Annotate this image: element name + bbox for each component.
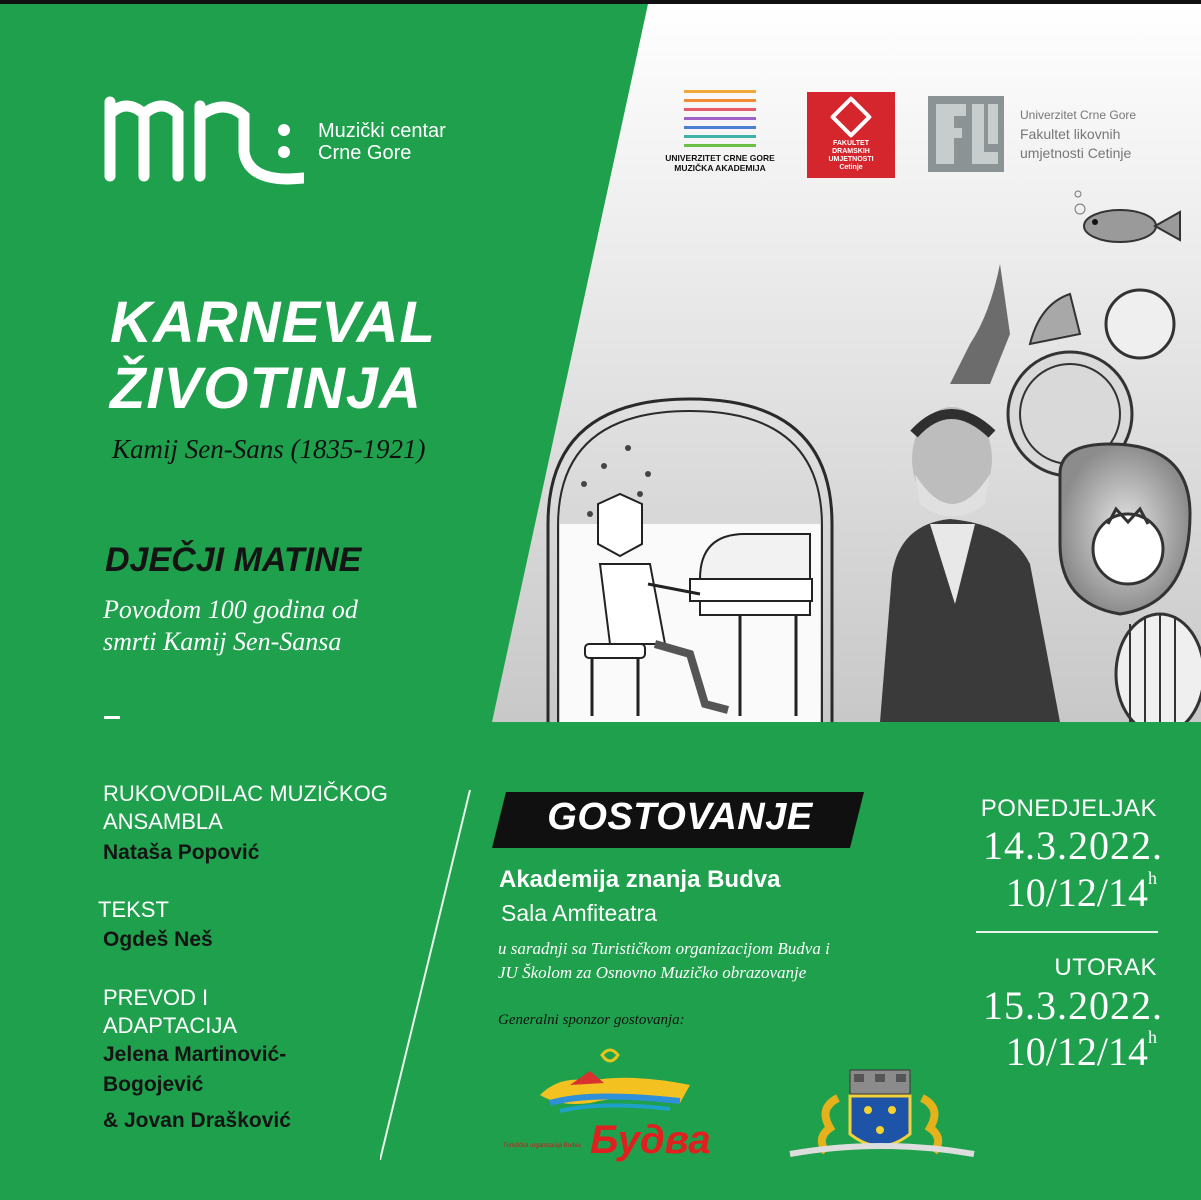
drama-faculty-line3: UMJETNOSTI — [828, 156, 874, 163]
text-author-name: Ogdeš Neš — [103, 928, 213, 951]
rainbow-lines-icon — [684, 90, 756, 147]
drama-faculty-line4: Cetinje — [839, 164, 863, 171]
translation-label — [103, 984, 237, 1040]
translation-name-line1: Jelena Martinović- — [103, 1043, 287, 1066]
drama-faculty-line2: DRAMSKIH — [832, 148, 870, 155]
fine-arts-line1: Univerzitet Crne Gore — [1020, 108, 1137, 122]
org-name-line2: Crne Gore — [318, 142, 412, 164]
drama-faculty-line1: FAKULTET — [832, 140, 870, 147]
ensemble-label — [103, 780, 388, 836]
times1-value: 10/12/14 — [1005, 870, 1148, 915]
day2-label: UTORAK — [1054, 954, 1157, 981]
ensemble-label-line1: RUKOVODILAC MUZIČKOG — [103, 781, 388, 806]
org-name — [318, 120, 446, 164]
schedule-divider — [976, 931, 1158, 933]
translation-name-line2: Bogojević — [103, 1073, 204, 1096]
event-title-line1: KARNEVAL — [110, 290, 436, 355]
ensemble-label-line2: ANSAMBLA — [103, 809, 223, 834]
occasion-text — [103, 594, 358, 658]
composer-subtitle: Kamij Sen-Sans (1835-1921) — [112, 434, 426, 464]
budva-tourism-small: Turistička organizacija Budva — [503, 1143, 581, 1149]
event-title-line2: ŽIVOTINJA — [110, 356, 422, 421]
music-academy-logo — [658, 90, 782, 173]
fine-arts-faculty-text — [1020, 106, 1136, 163]
venue-name: Akademija znanja Budva — [499, 866, 781, 893]
music-academy-line1: UNIVERZITET CRNE GORE — [665, 153, 775, 163]
drama-faculty-logo — [807, 92, 895, 178]
budva-coat-of-arms-icon — [780, 1068, 984, 1166]
music-academy-line2: MUZIČKA AKADEMIJA — [674, 163, 766, 173]
times1-suffix: h — [1148, 868, 1157, 888]
drama-faculty-mark-icon — [830, 96, 872, 138]
budva-wordmark: Будва — [590, 1118, 711, 1162]
event-title — [110, 290, 436, 422]
collab-line2: JU Školom za Osnovno Muzičko obrazovanje — [498, 963, 807, 982]
org-name-line1: Muzički centar — [318, 120, 446, 142]
hall-name: Sala Amfiteatra — [501, 900, 657, 926]
date1: 14.3.2022. — [983, 823, 1163, 868]
occasion-line2: smrti Kamij Sen-Sansa — [103, 627, 342, 656]
translation-label-line2: ADAPTACIJA — [103, 1013, 238, 1038]
ensemble-leader-name: Nataša Popović — [103, 841, 260, 864]
translation-names — [103, 1040, 291, 1136]
tour-badge: GOSTOVANJE — [547, 796, 813, 838]
budva-tourism-logo — [530, 1045, 700, 1125]
text-label: TEKST — [98, 897, 169, 922]
translation-label-line1: PREVOD I — [103, 985, 209, 1010]
times2-suffix: h — [1148, 1027, 1157, 1047]
day1-label: PONEDJELJAK — [980, 795, 1157, 822]
series-title: DJEČJI MATINE — [105, 541, 362, 579]
sponsor-label: Generalni sponzor gostovanja: — [498, 1012, 685, 1028]
fine-arts-faculty-logo — [928, 96, 1004, 172]
date2: 15.3.2022. — [983, 983, 1163, 1028]
separator-dash — [104, 716, 120, 719]
fine-arts-line2: Fakultet likovnih — [1020, 126, 1121, 142]
collab-line1: u saradnji sa Turističkom organizacijom Budva i — [498, 939, 830, 958]
translation-name-line3: & Jovan Drašković — [103, 1109, 291, 1132]
times2 — [1006, 1027, 1157, 1075]
times2-value: 10/12/14 — [1005, 1029, 1148, 1074]
muzicki-centar-logo — [104, 92, 304, 192]
times1 — [1006, 868, 1157, 916]
occasion-line1: Povodom 100 godina od — [103, 595, 358, 624]
collaboration-note — [498, 937, 830, 985]
fine-arts-line3: umjetnosti Cetinje — [1020, 145, 1132, 161]
